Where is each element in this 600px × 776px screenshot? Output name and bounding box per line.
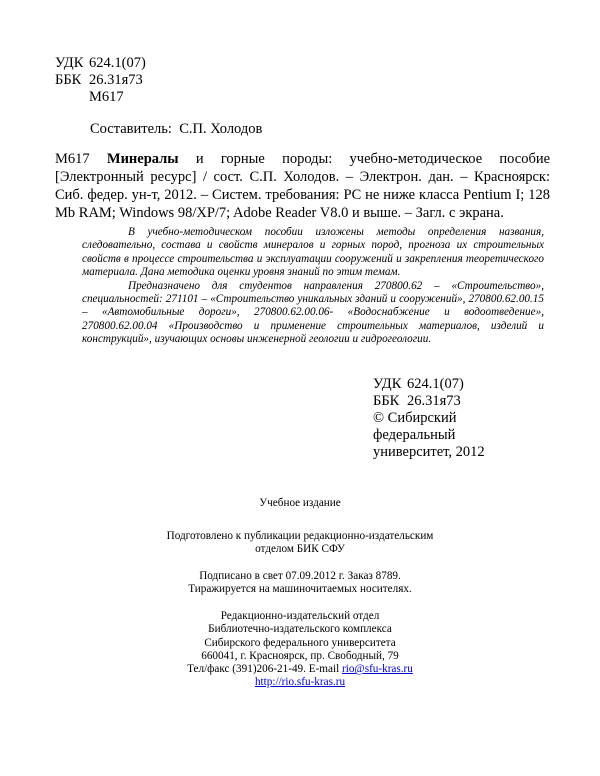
bibliographic-text: и горные породы: учебно-методическое пособие [Электронный ресурс] / сост. С.П. Холодов. – Электрон. дан. – Красноярск: Сиб. федер. ун-т, 2012. – Систем. требования: PC не ниже класса Pentium I; 128 Mb RAM; Windows 98/XP/7; Adobe Reader V8.0 и выше. – Загл. с экрана. bbox=[55, 151, 551, 221]
bbk-value-right: 26.31я73 bbox=[407, 393, 461, 409]
copyright-line-2: федеральный bbox=[373, 427, 456, 443]
copyright-line-1: © Сибирский bbox=[373, 410, 457, 426]
prepared-line-2: отделом БИК СФУ bbox=[255, 543, 345, 556]
udk-row-right bbox=[373, 376, 485, 393]
bibliographic-mark: М617 bbox=[55, 151, 90, 167]
udk-label-right: УДК bbox=[373, 376, 402, 392]
udk-value-right: 624.1(07) bbox=[407, 376, 464, 392]
publisher-line-2: Библиотечно-издательского комплекса bbox=[208, 623, 392, 636]
publisher-block bbox=[0, 610, 600, 690]
bbk-row-right bbox=[373, 393, 485, 410]
copyright-line-3: университет, 2012 bbox=[373, 444, 485, 460]
bbk-value: 26.31я73 bbox=[89, 72, 143, 88]
publisher-line-3: Сибирского федерального университета bbox=[204, 636, 396, 649]
publisher-line-1: Редакционно-издательский отдел bbox=[220, 610, 380, 622]
udk-value: 624.1(07) bbox=[89, 55, 146, 71]
prepared-line-1: Подготовлено к публикации редакционно-издательским bbox=[166, 530, 434, 542]
compiler-name: С.П. Холодов bbox=[179, 121, 263, 137]
compiler-label: Составитель: bbox=[90, 121, 172, 137]
classification-block bbox=[55, 55, 146, 106]
contact-prefix: Тел/факс (391)206-21-49. E-mail bbox=[187, 663, 342, 676]
edition-type bbox=[0, 497, 600, 510]
udk-label: УДК bbox=[55, 55, 84, 71]
compiler-line bbox=[90, 121, 262, 138]
website-line bbox=[0, 676, 600, 689]
copies-line: Тиражируется на машиночитаемых носителях. bbox=[188, 583, 412, 596]
website-link[interactable]: http://rio.sfu-kras.ru bbox=[254, 676, 346, 689]
email-link[interactable]: rio@sfu-kras.ru bbox=[341, 663, 413, 676]
abstract-paragraph-2: Предназначено для студентов направления 270800.62 – «Строительство», специальностей: 271101 – «Строительство уникальных зданий и сооружений», 270800.62.00.15 – «Автомобильные дороги», 270800.62.00.06- «Водоснабжение и водоотведение», 270800.62.00.04 «Производство и применение строительных материалов, изделий и конструкций», изучающих основы инженерной геологии и гидрогеологии. bbox=[82, 279, 544, 346]
contact-line bbox=[0, 663, 600, 676]
edition-type-text: Учебное издание bbox=[259, 497, 341, 509]
abstract-paragraph-1: В учебно-методическом пособии изложены методы определения названия, следовательно, состава и свойств минералов и горных пород, прогноза их строительных свойств в процессе строительства и эксплуатации сооружений и закрепления теоретического материала. Дана методика оценки уровня знаний по этим темам. bbox=[82, 226, 544, 279]
copyright-block bbox=[373, 376, 485, 461]
address-line: 660041, г. Красноярск, пр. Свободный, 79 bbox=[201, 649, 399, 662]
udk-row bbox=[55, 55, 146, 72]
abstract-block bbox=[82, 226, 544, 347]
author-mark: М617 bbox=[89, 89, 124, 105]
bbk-row bbox=[55, 72, 146, 89]
print-info-block bbox=[0, 570, 600, 597]
book-title: Минералы bbox=[106, 151, 179, 167]
prepared-block bbox=[0, 530, 600, 557]
bbk-label-right: ББК bbox=[373, 393, 400, 409]
bbk-label: ББК bbox=[55, 72, 82, 88]
bibliographic-description bbox=[55, 150, 550, 222]
signed-line: Подписано в свет 07.09.2012 г. Заказ 8789. bbox=[199, 570, 401, 582]
